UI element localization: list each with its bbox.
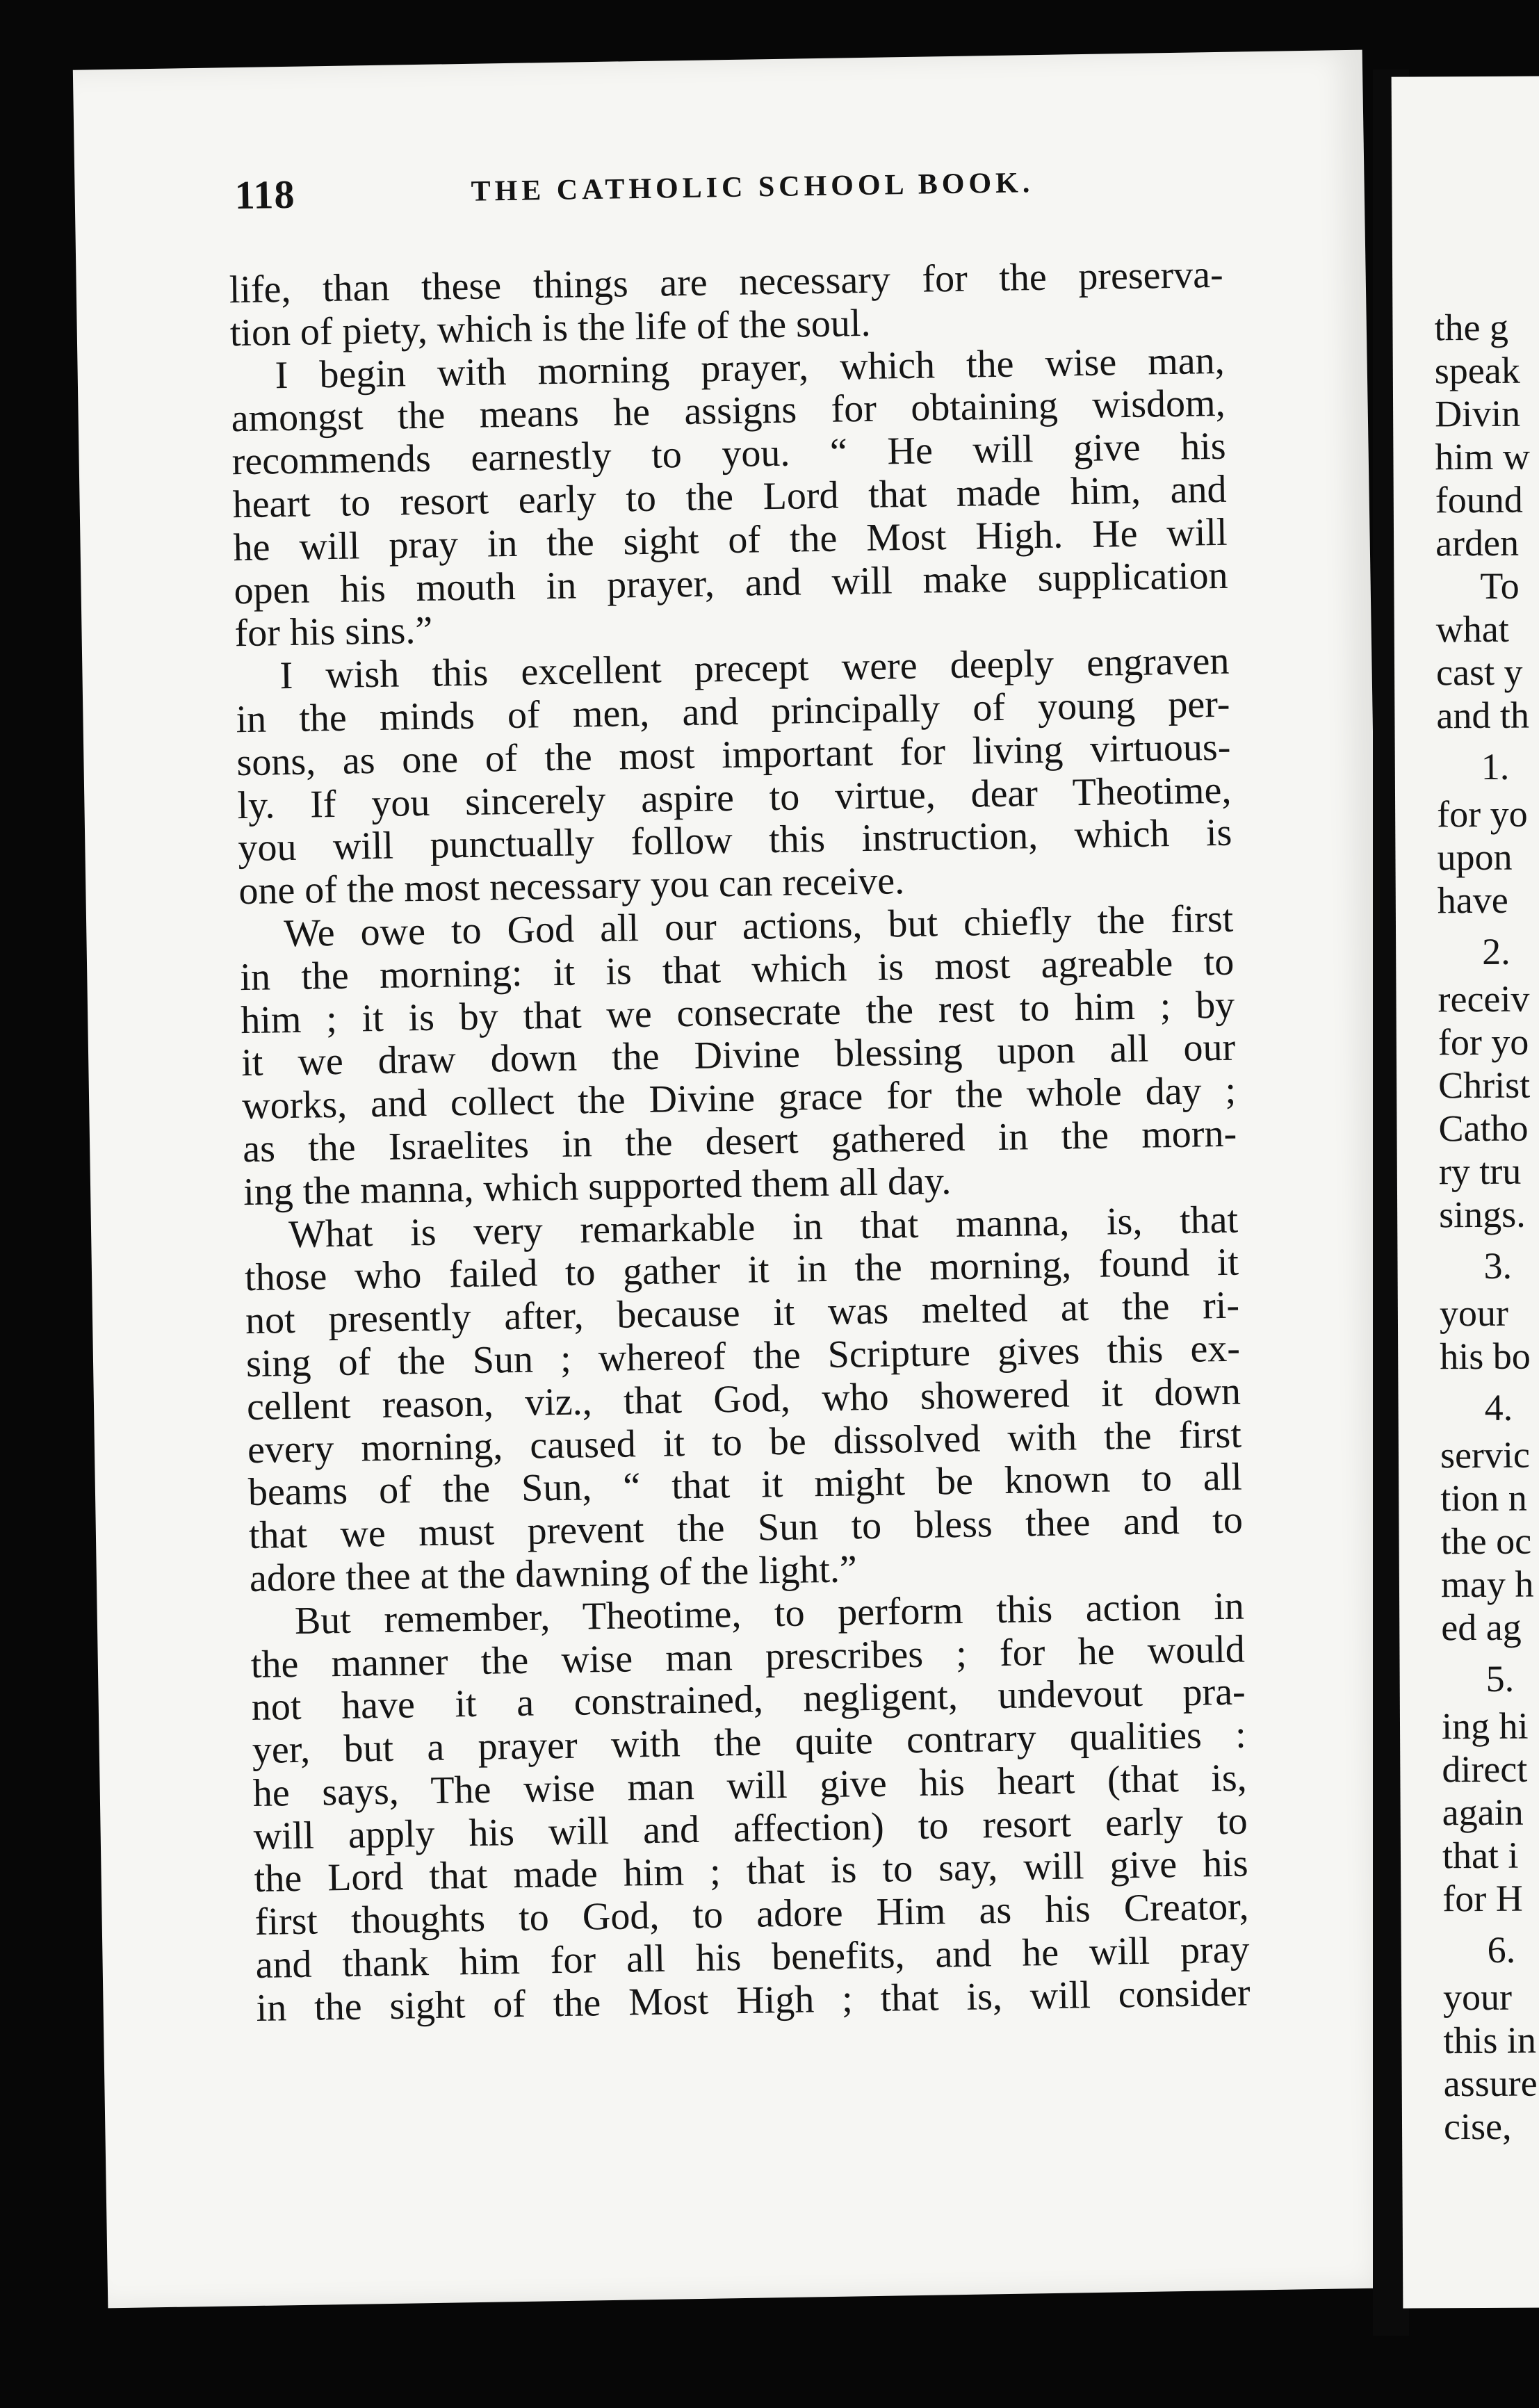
text-line: 2. [1482,930,1510,973]
text-line: ry tru [1438,1150,1522,1193]
text-line: what [1435,608,1509,651]
text-line: ing the manna, which supported them all day. [243,1159,952,1214]
text-line: that i [1442,1834,1519,1877]
text-line: beams of the Sun, “ that it might be known to all [247,1455,1243,1515]
text-line: the oc [1440,1520,1532,1563]
text-line: as the Israelites in the desert gathered in the morn- [242,1112,1237,1171]
right-page-text [1434,304,1539,2148]
left-page [73,50,1397,2309]
text-line: ed ag [1441,1606,1522,1649]
text-line: But remember, Theotime, to perform this action in [294,1584,1245,1643]
text-line: again [1442,1791,1524,1834]
text-line: upon [1437,836,1513,879]
text-line: in the morning: it is that which is most agreable to [239,940,1235,999]
text-line: I wish this excellent precept were deeply engraven [279,639,1230,698]
text-line: arden [1435,521,1520,564]
text-line: To [1480,564,1520,607]
text-line: for yo [1436,792,1528,836]
text-line: your [1439,1292,1509,1335]
text-line: assure [1443,2062,1538,2105]
text-line: Christ [1438,1064,1531,1107]
text-line: ly. If you sincerely aspire to virtue, dear Theotime, [236,768,1232,827]
text-line: sons, as one of the most important for living virtuous- [236,725,1231,784]
text-line: adore thee at the dawning of the light.” [249,1547,858,1600]
text-line: We owe to God all our actions, but chiefly the first [283,897,1234,956]
text-line: cast y [1435,651,1523,694]
right-page [1392,76,1539,2308]
text-line: cise, [1443,2105,1512,2148]
text-line: he will pray in the sight of the Most High. He will [233,510,1228,570]
text-line: works, and collect the Divine grace for the whole day ; [241,1068,1237,1128]
text-line: in the sight of the Most High ; that is, will consider [256,1971,1251,2030]
text-line: you will punctually follow this instruction, which is [237,811,1232,870]
text-line: tion n [1440,1476,1527,1520]
text-line: I begin with morning prayer, which the wise man, [275,339,1226,397]
text-line: and thank him for all his benefits, and he will pray [255,1928,1250,1987]
text-line: Catho [1438,1107,1529,1150]
text-line: his bo [1440,1335,1531,1378]
text-line: receiv [1438,977,1530,1020]
text-line: those who failed to gather it in the morning, found it [244,1240,1239,1300]
text-line: speak [1434,349,1520,392]
text-line: 1. [1481,745,1510,788]
text-line: tion of piety, which is the life of the soul. [229,301,871,355]
text-line: one of the most necessary you can receive. [238,859,905,913]
page-number: 118 [234,171,295,218]
text-line: have [1437,879,1508,922]
text-line: and th [1436,694,1530,737]
text-line: not have it a constrained, negligent, undevout pra- [251,1670,1246,1730]
text-line: heart to resort early to the Lord that made him, and [232,467,1227,527]
text-line: him ; it is by that we consecrate the rest to him ; by [240,983,1235,1042]
text-line: amongst the means he assigns for obtaining wisdom, [231,382,1226,441]
text-line: servic [1440,1433,1531,1476]
page-header [234,156,1237,249]
text-line: not presently after, because it was melted at the ri- [245,1283,1240,1343]
text-line: sings. [1439,1193,1526,1236]
text-line: cellent reason, viz., that God, who showered it down [246,1369,1241,1429]
text-line: may h [1440,1563,1534,1606]
text-line: it we draw down the Divine blessing upon all our [241,1026,1236,1085]
text-line: the Lord that made him ; that is to say, will give his [254,1842,1249,1901]
text-line: your [1442,1976,1513,2019]
text-line: ing hi [1441,1705,1529,1748]
text-line: direct [1442,1748,1528,1791]
text-line: Divin [1434,392,1521,435]
text-line: he says, The wise man will give his heart (that is, [252,1756,1248,1815]
text-line: that we must prevent the Sun to bless thee and to [248,1498,1244,1558]
text-line: every morning, caused it to be dissolved with the first [247,1413,1242,1472]
text-line: first thoughts to God, to adore Him as his Creator, [254,1885,1250,1944]
text-line: for his sins.” [234,609,433,656]
text-line: this in [1443,2019,1537,2062]
running-title: THE CATHOLIC SCHOOL BOOK. [471,167,1034,208]
text-line: will apply his will and affection) to resort early to [253,1799,1248,1858]
text-line: found [1435,478,1523,521]
text-line: 6. [1487,1928,1516,1971]
text-line: for H [1442,1877,1523,1920]
text-line: What is very remarkable in that manna, is, that [288,1198,1239,1256]
body-text [229,254,1251,2031]
text-line: the manner the wise man prescribes ; for he would [250,1627,1246,1686]
text-line: him w [1435,435,1531,478]
text-line: 3. [1483,1244,1513,1287]
text-line: yer, but a prayer with the quite contrary qualities : [252,1713,1247,1773]
text-line: sing of the Sun ; whereof the Scripture gives this ex- [245,1326,1241,1385]
text-line: the g [1434,306,1509,349]
text-line: life, than these things are necessary for the preserva- [229,252,1224,312]
text-line: in the minds of men, and principally of young per- [236,682,1230,742]
text-line: 5. [1485,1657,1515,1700]
text-line: 4. [1484,1386,1513,1429]
text-line: for yo [1438,1020,1529,1064]
text-line: recommends earnestly to you. “ He will give his [231,424,1227,484]
text-line: open his mouth in prayer, and will make supplication [234,553,1228,612]
